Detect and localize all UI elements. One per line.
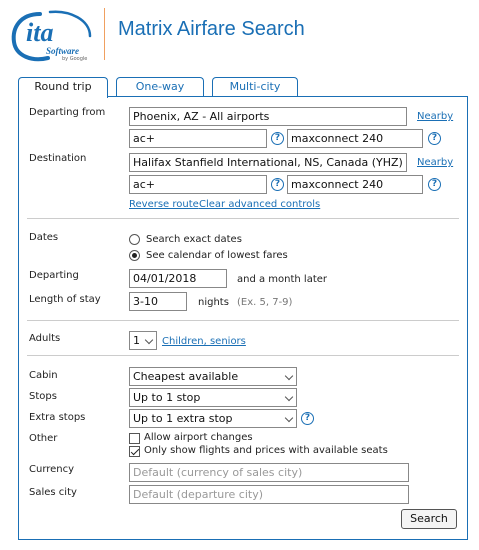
- allow-airport-changes-label: Allow airport changes: [144, 432, 253, 443]
- departing-from-label: Departing from: [29, 107, 106, 118]
- extra-stops-label: Extra stops: [29, 412, 86, 423]
- stay-unit-label: nights: [198, 297, 229, 308]
- logo-sub-text: Software: [46, 46, 80, 56]
- departing-date-suffix: and a month later: [237, 274, 328, 285]
- extra-stops-help-icon[interactable]: ?: [301, 412, 314, 425]
- chevron-down-icon: [145, 336, 153, 344]
- cabin-select-value: Cheapest available: [133, 370, 239, 383]
- departing-nearby-link[interactable]: Nearby: [417, 111, 454, 122]
- stops-select-value: Up to 1 stop: [133, 391, 201, 404]
- departing-routing-help-icon[interactable]: ?: [271, 132, 284, 145]
- destination-input[interactable]: Halifax Stanfield International, NS, Canada (YHZ): [129, 153, 407, 172]
- extra-stops-select-value: Up to 1 extra stop: [133, 412, 233, 425]
- calendar-lowest-fares-radio[interactable]: [129, 250, 140, 261]
- tab-one-way[interactable]: One-way: [116, 77, 204, 97]
- page-title: Matrix Airfare Search: [118, 18, 305, 40]
- stops-select[interactable]: [129, 388, 297, 407]
- adults-select-value: 1: [133, 334, 140, 347]
- logo-by-text: by Google: [62, 56, 88, 62]
- search-form-panel: [18, 96, 468, 540]
- only-available-seats-checkbox[interactable]: [129, 446, 140, 457]
- search-exact-dates-label: Search exact dates: [146, 234, 242, 245]
- destination-routing-input[interactable]: ac+: [129, 175, 267, 194]
- ita-software-logo: [10, 8, 94, 64]
- dates-label: Dates: [29, 232, 59, 243]
- currency-input[interactable]: Default (currency of sales city): [129, 463, 409, 482]
- extra-stops-select[interactable]: [129, 409, 297, 428]
- children-seniors-link[interactable]: Children, seniors: [162, 336, 246, 347]
- allow-airport-changes-checkbox[interactable]: [129, 433, 140, 444]
- section-divider: [27, 218, 459, 219]
- sales-city-label: Sales city: [29, 487, 77, 498]
- length-of-stay-input[interactable]: 3-10: [129, 292, 187, 311]
- length-of-stay-label: Length of stay: [29, 294, 101, 305]
- reverse-route-link[interactable]: Reverse route: [129, 199, 199, 210]
- departing-from-input[interactable]: Phoenix, AZ - All airports: [129, 107, 407, 126]
- tab-round-trip[interactable]: Round trip: [18, 77, 108, 98]
- search-exact-dates-radio[interactable]: [129, 234, 140, 245]
- destination-label: Destination: [29, 153, 87, 164]
- logo-main-text: ita: [26, 18, 54, 47]
- departing-extension-help-icon[interactable]: ?: [428, 132, 441, 145]
- chevron-down-icon: [285, 414, 293, 422]
- cabin-label: Cabin: [29, 370, 58, 381]
- departing-routing-input[interactable]: ac+: [129, 129, 267, 148]
- sales-city-input[interactable]: Default (departure city): [129, 485, 409, 504]
- adults-label: Adults: [29, 333, 61, 344]
- departing-date-label: Departing: [29, 270, 79, 281]
- search-button[interactable]: Search: [401, 509, 457, 529]
- other-label: Other: [29, 433, 58, 444]
- section-divider: [27, 320, 459, 321]
- departing-extension-input[interactable]: maxconnect 240: [287, 129, 423, 148]
- adults-select[interactable]: [129, 331, 157, 350]
- chevron-down-icon: [285, 372, 293, 380]
- header: [0, 0, 479, 70]
- stay-hint-text: (Ex. 5, 7-9): [237, 297, 293, 308]
- destination-extension-help-icon[interactable]: ?: [428, 178, 441, 191]
- departing-date-input[interactable]: 04/01/2018: [129, 269, 227, 288]
- stops-label: Stops: [29, 391, 57, 402]
- header-divider: [104, 8, 105, 60]
- only-available-seats-label: Only show flights and prices with available seats: [144, 445, 388, 456]
- cabin-select[interactable]: [129, 367, 297, 386]
- tab-multi-city[interactable]: Multi-city: [212, 77, 298, 97]
- destination-extension-input[interactable]: maxconnect 240: [287, 175, 423, 194]
- clear-advanced-controls-link[interactable]: Clear advanced controls: [199, 199, 321, 210]
- chevron-down-icon: [285, 393, 293, 401]
- section-divider: [27, 355, 459, 356]
- currency-label: Currency: [29, 464, 75, 475]
- destination-routing-help-icon[interactable]: ?: [271, 178, 284, 191]
- calendar-lowest-fares-label: See calendar of lowest fares: [146, 250, 288, 261]
- destination-nearby-link[interactable]: Nearby: [417, 157, 454, 168]
